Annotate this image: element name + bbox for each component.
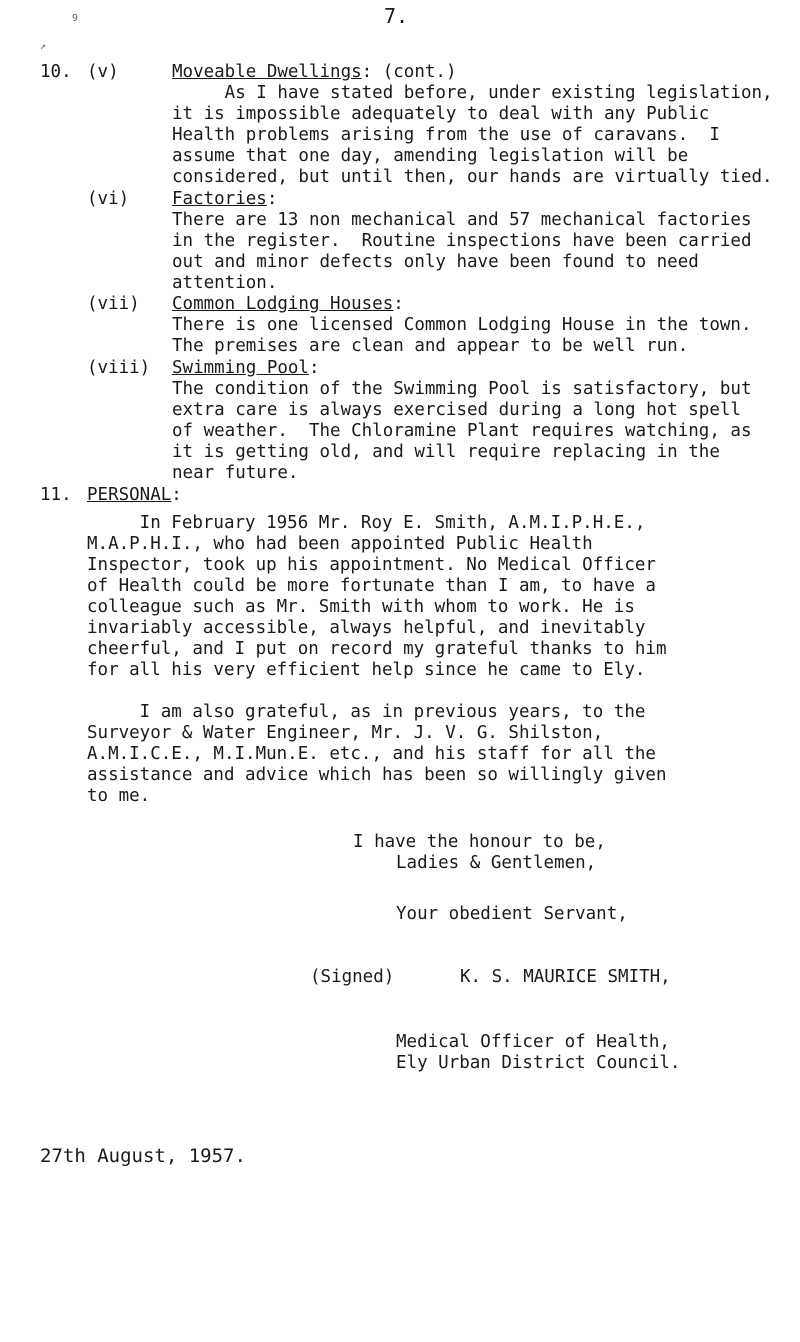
- closing-servant: Your obedient Servant,: [396, 904, 628, 924]
- text-line: in the register. Routine inspections have been carried: [172, 231, 752, 251]
- subsection-moveable-dwellings: Moveable Dwellings: (cont.) As I have stated before, under existing legislation, it is impossible adequately to deal with any Public Health problems arising from the use of caravans. I assume that one day, amending legislation will be considered, but until then, our hands are virtually tied.: [172, 62, 797, 188]
- document-date: 27th August, 1957.: [40, 1145, 246, 1167]
- text-line: A.M.I.C.E., M.I.Mun.E. etc., and his staff for all the: [87, 744, 656, 764]
- text-line: near future.: [172, 463, 299, 483]
- section-number: 11.: [40, 485, 72, 505]
- closing-line: Ladies & Gentlemen,: [396, 853, 597, 873]
- text-line: out and minor defects only have been found to need: [172, 252, 699, 272]
- text-line: M.A.P.H.I., who had been appointed Public Health: [87, 534, 593, 554]
- signatory-title: Medical Officer of Health, Ely Urban District Council.: [396, 1032, 681, 1073]
- signed-label: (Signed): [310, 967, 395, 987]
- closing-line: I have the honour to be,: [353, 832, 606, 852]
- text-line: of Health could be more fortunate than I am, to have a: [87, 576, 656, 596]
- paragraph-appointment: [87, 513, 797, 681]
- section-number: 10.: [40, 62, 72, 82]
- text-line: I am also grateful, as in previous years, to the: [87, 702, 646, 722]
- text-line: cheerful, and I put on record my grateful thanks to him: [87, 639, 667, 659]
- subsection-heading: Factories: [172, 189, 267, 209]
- text-line: colleague such as Mr. Smith with whom to work. He is: [87, 597, 635, 617]
- margin-mark: ↗: [40, 41, 47, 52]
- text-line: Health problems arising from the use of caravans. I: [172, 125, 720, 145]
- text-line: of weather. The Chloramine Plant requires watching, as: [172, 421, 752, 441]
- subsection-factories: Factories: There are 13 non mechanical and 57 mechanical factories in the register. Routine inspections have been carried out and minor defects only have been found to need attention.: [172, 189, 797, 294]
- subsection-heading: Swimming Pool: [172, 358, 309, 378]
- text-line: As I have stated before, under existing legislation,: [172, 83, 773, 103]
- section-heading: PERSONAL:: [87, 485, 182, 505]
- text-line: it is impossible adequately to deal with any Public: [172, 104, 710, 124]
- text-line: invariably accessible, always helpful, and inevitably: [87, 618, 646, 638]
- subsection-heading: Common Lodging Houses: [172, 294, 394, 314]
- text-line: to me.: [87, 786, 151, 806]
- text-line: extra care is always exercised during a long hot spell: [172, 400, 741, 420]
- text-line: The condition of the Swimming Pool is satisfactory, but: [172, 379, 752, 399]
- subsection-label: (vii): [87, 294, 140, 314]
- page-number: 7.: [384, 4, 409, 28]
- text-line: Surveyor & Water Engineer, Mr. J. V. G. Shilston,: [87, 723, 604, 743]
- text-line: it is getting old, and will require replacing in the: [172, 442, 720, 462]
- paragraph-thanks: [87, 702, 797, 807]
- text-line: considered, but until then, our hands are virtually tied.: [172, 167, 773, 187]
- margin-mark: 9: [72, 13, 79, 24]
- text-line: assume that one day, amending legislation will be: [172, 146, 689, 166]
- signatory-name: K. S. MAURICE SMITH,: [460, 967, 671, 987]
- text-line: The premises are clean and appear to be well run.: [172, 336, 689, 356]
- text-line: assistance and advice which has been so willingly given: [87, 765, 667, 785]
- subsection-common-lodging-houses: Common Lodging Houses: There is one licensed Common Lodging House in the town. The premises are clean and appear to be well run.: [172, 294, 797, 357]
- text-line: There is one licensed Common Lodging House in the town.: [172, 315, 752, 335]
- text-line: Inspector, took up his appointment. No Medical Officer: [87, 555, 656, 575]
- text-line: In February 1956 Mr. Roy E. Smith, A.M.I.P.H.E.,: [87, 513, 646, 533]
- subsection-swimming-pool: Swimming Pool: The condition of the Swimming Pool is satisfactory, but extra care is always exercised during a long hot spell of weather. The Chloramine Plant requires watching, as it is getting old, and will require replacing in the near future.: [172, 358, 797, 484]
- text-line: There are 13 non mechanical and 57 mechanical factories: [172, 210, 752, 230]
- closing-block: [353, 832, 606, 874]
- subsection-label: (viii): [87, 358, 151, 378]
- subsection-label: (vi): [87, 189, 130, 209]
- subsection-label: (v): [87, 62, 119, 82]
- subsection-heading: Moveable Dwellings: [172, 62, 362, 82]
- text-line: for all his very efficient help since he came to Ely.: [87, 660, 646, 680]
- text-line: attention.: [172, 273, 278, 293]
